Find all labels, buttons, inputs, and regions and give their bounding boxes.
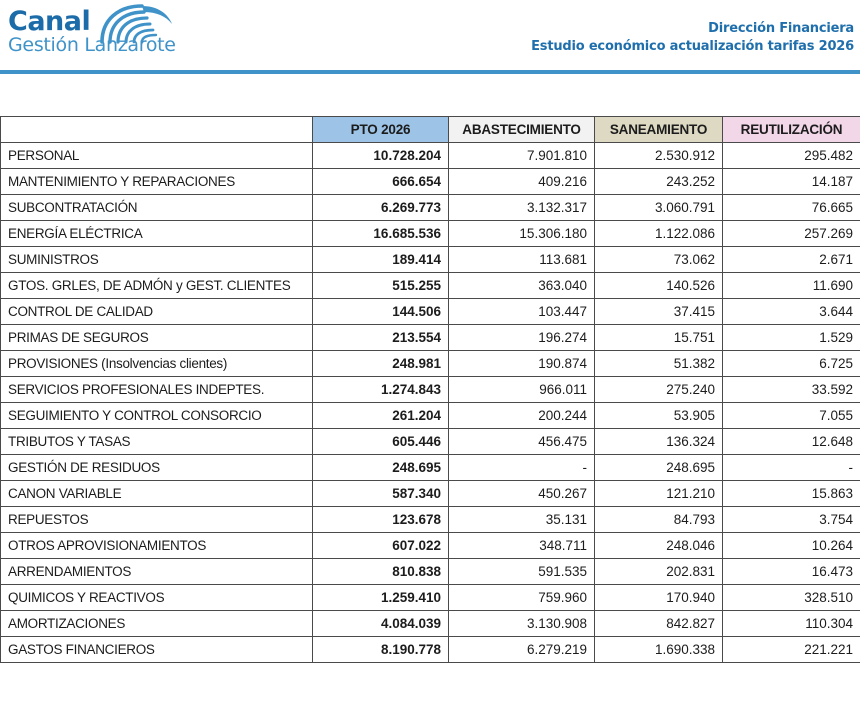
row-label: AMORTIZACIONES — [1, 611, 313, 637]
row-label: GTOS. GRLES, DE ADMÓN y GEST. CLIENTES — [1, 273, 313, 299]
cell-sane: 2.530.912 — [595, 143, 723, 169]
table-row — [1, 533, 860, 559]
row-label: PROVISIONES (Insolvencias clientes) — [1, 351, 313, 377]
cell-abas: 113.681 — [449, 247, 595, 273]
cell-sane: 1.122.086 — [595, 221, 723, 247]
cell-reut: - — [723, 455, 860, 481]
table-row — [1, 377, 860, 403]
cell-pto: 123.678 — [313, 507, 449, 533]
cell-abas: 200.244 — [449, 403, 595, 429]
cell-reut: 10.264 — [723, 533, 860, 559]
table-row — [1, 559, 860, 585]
table-row — [1, 299, 860, 325]
row-label: MANTENIMIENTO Y REPARACIONES — [1, 169, 313, 195]
cell-abas: 196.274 — [449, 325, 595, 351]
row-label: GASTOS FINANCIEROS — [1, 637, 313, 663]
row-label: SUMINISTROS — [1, 247, 313, 273]
cell-pto: 666.654 — [313, 169, 449, 195]
cell-reut: 2.671 — [723, 247, 860, 273]
cell-abas: 591.535 — [449, 559, 595, 585]
cell-sane: 51.382 — [595, 351, 723, 377]
cell-sane: 243.252 — [595, 169, 723, 195]
cell-reut: 328.510 — [723, 585, 860, 611]
table-row — [1, 195, 860, 221]
cell-sane: 121.210 — [595, 481, 723, 507]
table-row — [1, 143, 860, 169]
cell-pto: 144.506 — [313, 299, 449, 325]
cell-abas: 363.040 — [449, 273, 595, 299]
cell-sane: 37.415 — [595, 299, 723, 325]
cell-reut: 14.187 — [723, 169, 860, 195]
table-row — [1, 429, 860, 455]
row-label: OTROS APROVISIONAMIENTOS — [1, 533, 313, 559]
row-label: PERSONAL — [1, 143, 313, 169]
logo-subtitle-text: Gestión Lanzarote — [8, 34, 176, 56]
header-document-subtitle: Estudio económico actualización tarifas 2026 — [531, 39, 854, 54]
cell-sane: 275.240 — [595, 377, 723, 403]
cell-sane: 53.905 — [595, 403, 723, 429]
row-label: CONTROL DE CALIDAD — [1, 299, 313, 325]
cell-sane: 842.827 — [595, 611, 723, 637]
table-row — [1, 273, 860, 299]
row-label: CANON VARIABLE — [1, 481, 313, 507]
budget-table — [0, 116, 860, 663]
cell-pto: 4.084.039 — [313, 611, 449, 637]
cell-sane: 136.324 — [595, 429, 723, 455]
cell-pto: 515.255 — [313, 273, 449, 299]
table-row — [1, 169, 860, 195]
table-corner-cell — [1, 117, 313, 143]
table-header-row — [1, 117, 860, 143]
wave-arcs-logo-icon — [98, 4, 176, 46]
row-label: PRIMAS DE SEGUROS — [1, 325, 313, 351]
cell-abas: 348.711 — [449, 533, 595, 559]
cell-sane: 3.060.791 — [595, 195, 723, 221]
cell-sane: 73.062 — [595, 247, 723, 273]
cell-abas: 759.960 — [449, 585, 595, 611]
cell-pto: 587.340 — [313, 481, 449, 507]
table-row — [1, 247, 860, 273]
cell-abas: 3.132.317 — [449, 195, 595, 221]
cell-reut: 6.725 — [723, 351, 860, 377]
cell-pto: 607.022 — [313, 533, 449, 559]
cell-pto: 810.838 — [313, 559, 449, 585]
cell-abas: 409.216 — [449, 169, 595, 195]
cell-reut: 3.754 — [723, 507, 860, 533]
cell-pto: 213.554 — [313, 325, 449, 351]
table-header — [1, 117, 860, 143]
cell-reut: 33.592 — [723, 377, 860, 403]
table-row — [1, 585, 860, 611]
cell-reut: 76.665 — [723, 195, 860, 221]
cell-pto: 1.259.410 — [313, 585, 449, 611]
cell-pto: 16.685.536 — [313, 221, 449, 247]
cell-sane: 170.940 — [595, 585, 723, 611]
cell-reut: 12.648 — [723, 429, 860, 455]
cell-sane: 1.690.338 — [595, 637, 723, 663]
column-header-abastecimiento: ABASTECIMIENTO — [449, 117, 595, 143]
cell-sane: 248.046 — [595, 533, 723, 559]
table-row — [1, 403, 860, 429]
cell-reut: 1.529 — [723, 325, 860, 351]
cell-abas: 35.131 — [449, 507, 595, 533]
cell-sane: 15.751 — [595, 325, 723, 351]
cell-abas: 456.475 — [449, 429, 595, 455]
cell-abas: 15.306.180 — [449, 221, 595, 247]
cell-sane: 202.831 — [595, 559, 723, 585]
cell-reut: 221.221 — [723, 637, 860, 663]
row-label: SUBCONTRATACIÓN — [1, 195, 313, 221]
table-row — [1, 637, 860, 663]
column-header-saneamiento: SANEAMIENTO — [595, 117, 723, 143]
table-row — [1, 325, 860, 351]
cell-abas: 190.874 — [449, 351, 595, 377]
cell-abas: 450.267 — [449, 481, 595, 507]
cell-reut: 15.863 — [723, 481, 860, 507]
cell-abas: - — [449, 455, 595, 481]
row-label: TRIBUTOS Y TASAS — [1, 429, 313, 455]
cell-reut: 3.644 — [723, 299, 860, 325]
cell-sane: 140.526 — [595, 273, 723, 299]
cell-reut: 16.473 — [723, 559, 860, 585]
cell-sane: 248.695 — [595, 455, 723, 481]
cell-pto: 6.269.773 — [313, 195, 449, 221]
company-logo — [6, 6, 176, 64]
cell-abas: 103.447 — [449, 299, 595, 325]
cell-sane: 84.793 — [595, 507, 723, 533]
row-label: SEGUIMIENTO Y CONTROL CONSORCIO — [1, 403, 313, 429]
cell-reut: 110.304 — [723, 611, 860, 637]
table-row — [1, 481, 860, 507]
budget-table-container — [0, 116, 860, 663]
cell-reut: 257.269 — [723, 221, 860, 247]
table-row — [1, 221, 860, 247]
cell-pto: 8.190.778 — [313, 637, 449, 663]
row-label: QUIMICOS Y REACTIVOS — [1, 585, 313, 611]
table-row — [1, 351, 860, 377]
row-label: SERVICIOS PROFESIONALES INDEPTES. — [1, 377, 313, 403]
cell-pto: 248.981 — [313, 351, 449, 377]
cell-pto: 605.446 — [313, 429, 449, 455]
cell-abas: 3.130.908 — [449, 611, 595, 637]
header-department-title: Dirección Financiera — [708, 21, 854, 36]
row-label: ARRENDAMIENTOS — [1, 559, 313, 585]
cell-pto: 189.414 — [313, 247, 449, 273]
header-divider — [0, 70, 860, 74]
cell-reut: 295.482 — [723, 143, 860, 169]
header-titles — [531, 20, 854, 56]
table-row — [1, 455, 860, 481]
cell-reut: 7.055 — [723, 403, 860, 429]
row-label: REPUESTOS — [1, 507, 313, 533]
cell-abas: 6.279.219 — [449, 637, 595, 663]
row-label: ENERGÍA ELÉCTRICA — [1, 221, 313, 247]
table-row — [1, 507, 860, 533]
cell-pto: 10.728.204 — [313, 143, 449, 169]
cell-abas: 966.011 — [449, 377, 595, 403]
cell-pto: 261.204 — [313, 403, 449, 429]
table-body — [1, 143, 860, 663]
table-row — [1, 611, 860, 637]
page-header — [0, 0, 860, 78]
column-header-reutilizacion: REUTILIZACIÓN — [723, 117, 860, 143]
column-header-pto-2026: PTO 2026 — [313, 117, 449, 143]
cell-pto: 1.274.843 — [313, 377, 449, 403]
cell-abas: 7.901.810 — [449, 143, 595, 169]
row-label: GESTIÓN DE RESIDUOS — [1, 455, 313, 481]
cell-reut: 11.690 — [723, 273, 860, 299]
logo-brand-text: Canal — [8, 6, 91, 37]
cell-pto: 248.695 — [313, 455, 449, 481]
